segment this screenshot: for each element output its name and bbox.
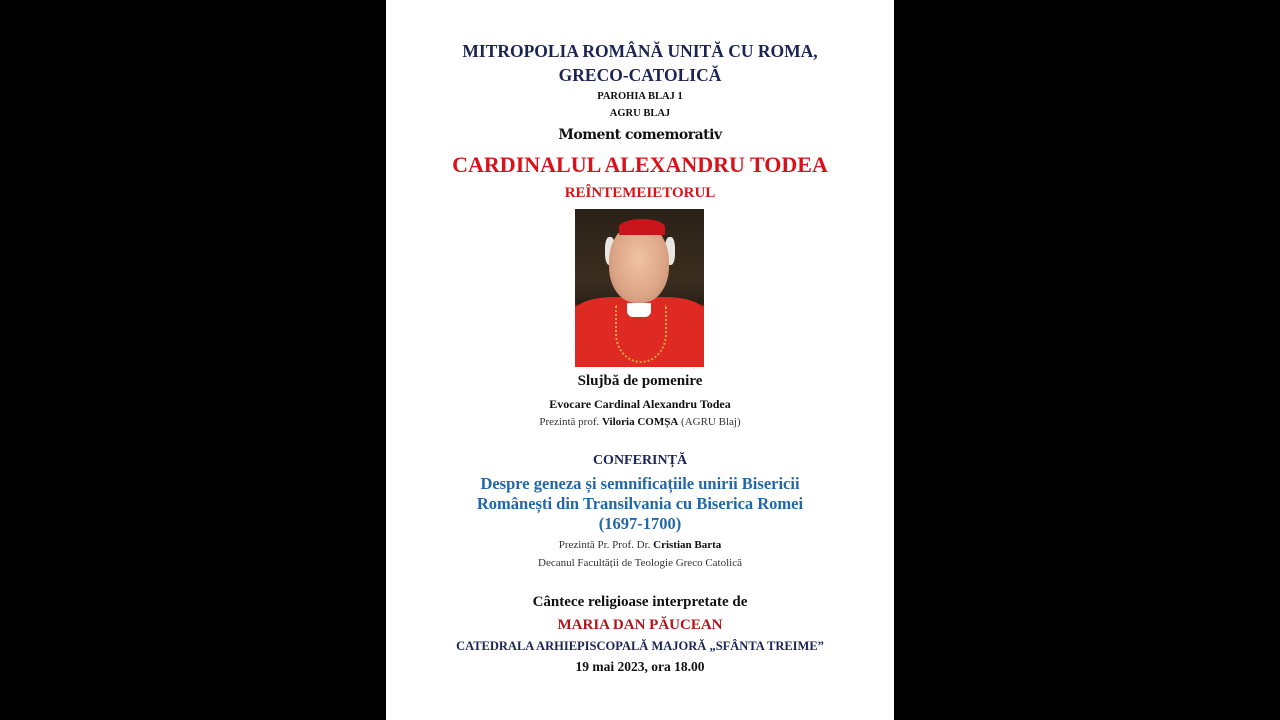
parish-name: PAROHIA BLAJ 1 <box>597 91 683 102</box>
association-name: AGRU BLAJ <box>609 108 671 119</box>
photo-face <box>609 223 669 303</box>
music-performer: MARIA DAN PĂUCEAN <box>557 617 723 633</box>
service-evocation: Evocare Cardinal Alexandru Todea <box>549 397 731 411</box>
conference-title-line3: (1697-1700) <box>598 514 682 533</box>
conference-presenter <box>386 539 894 551</box>
service-presenter <box>386 416 894 428</box>
org-name-line1: MITROPOLIA ROMÂNĂ UNITĂ CU ROMA, <box>462 41 818 61</box>
event-type: Moment comemorativ <box>558 127 722 143</box>
photo-pectoral-chain <box>615 305 667 363</box>
event-datetime: 19 mai 2023, ora 18.00 <box>575 659 705 674</box>
conference-presenter-prefix: Prezintă Pr. Prof. Dr. <box>558 539 654 551</box>
service-presenter-name: Viloria COMȘA <box>602 416 679 428</box>
service-title: Slujbă de pomenire <box>577 373 703 389</box>
conference-title-line2: Românești din Transilvania cu Biserica Romei <box>476 494 804 513</box>
conference-presenter-role: Decanul Facultății de Teologie Greco Catolică <box>538 557 742 569</box>
photo-zucchetto <box>619 219 665 235</box>
service-presenter-suffix: (AGRU Blaj) <box>678 416 741 428</box>
cardinal-portrait-photo <box>575 209 704 367</box>
org-name-line2: GRECO-CATOLICĂ <box>558 65 722 85</box>
honoree-name: CARDINALUL ALEXANDRU TODEA <box>452 152 828 177</box>
music-label: Cântece religioase interpretate de <box>532 594 748 610</box>
conference-title-line1: Despre geneza și semnificațiile unirii Bisericii <box>480 474 800 493</box>
poster-page <box>386 0 894 720</box>
venue: CATEDRALA ARHIEPISCOPALĂ MAJORĂ „SFÂNTA TREIME” <box>456 639 824 653</box>
conference-label: CONFERINȚĂ <box>592 453 688 468</box>
conference-presenter-name: Cristian Barta <box>653 539 722 551</box>
honoree-title: REÎNTEMEIETORUL <box>564 185 716 201</box>
service-presenter-prefix: Prezintă prof. <box>539 416 602 428</box>
